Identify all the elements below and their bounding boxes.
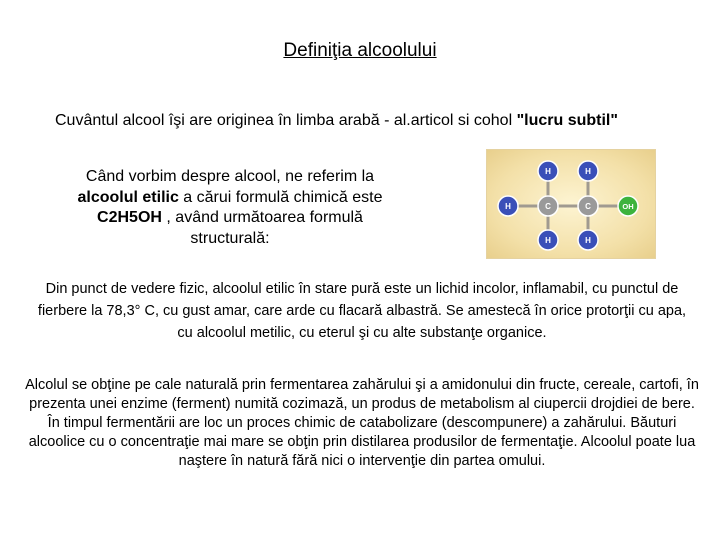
atom-h-bottom-2 [578,230,598,250]
atom-label-h-top-2: H [585,167,591,176]
origin-text: Cuvântul alcool îşi are originea în limba arabă - al.articol si cohol [55,112,517,129]
atom-h-bottom-1 [538,230,558,250]
atom-c-1 [538,196,558,216]
physical-properties-paragraph: Din punct de vedere fizic, alcoolul etilic în stare pură este un lichid incolor, inflamabil, cu punctul de fierbere la 78,3° C, cu gust amar, care arde cu flacară albastră. Se amestecă în orice protorţii cu apa, cu alcoolul metilic, cu eterul şi cu alte substanţe organice. [37,281,687,341]
ethanol-structure-svg [487,150,655,258]
atom-label-h-top-1: H [545,167,551,176]
atom-h-left [498,196,518,216]
molecule-bonds [508,171,628,240]
origin-paragraph [55,112,618,130]
natural-paragraph-2: În timpul fermentării are loc un proces chimic de catabolizare (descompunere) a zahărului. Băuturi alcoolice cu o concentraţie mai mare se obţin prin distilarea produsilor de fermentaţie. Alcoolul poate lua naştere în natură fără nici o intervenţie din partea omului. [28,415,696,469]
intro-paragraph [72,167,388,249]
atom-h-top-1 [538,161,558,181]
atom-label-h-bottom-2: H [585,236,591,245]
intro-text-3: , având următoarea formulă structurală: [161,209,363,247]
ethanol-structure-image [486,149,656,259]
origin-highlight: "lucru subtil" [516,112,618,129]
intro-text-2: a cărui formulă chimică este [178,188,383,206]
intro-text-1: Când vorbim despre alcool, ne referim la [85,168,375,185]
atom-label-c-1: C [545,202,551,211]
atom-label-h-bottom-1: H [545,236,551,245]
natural-paragraph-1: Alcolul se obţine pe cale naturală prin fermentarea zahărului şi a amidonului din fructe, cereale, cartofi, în prezenta unei enzime (ferment) numită cozimază, un produs de metabolism al ciupercii drojdiei de bere. [25,377,699,412]
atom-h-top-2 [578,161,598,181]
atom-label-c-2: C [585,202,591,211]
atom-label-h-left: H [505,202,511,211]
atom-oh [618,196,638,216]
atom-c-2 [578,196,598,216]
natural-origin-section [22,376,702,471]
atom-label-oh: OH [622,202,634,211]
intro-bold-formula: C2H5OH [97,209,162,226]
intro-bold-alcohol: alcoolul etilic [77,188,179,206]
page-title: Definiţia alcoolului [283,40,437,61]
